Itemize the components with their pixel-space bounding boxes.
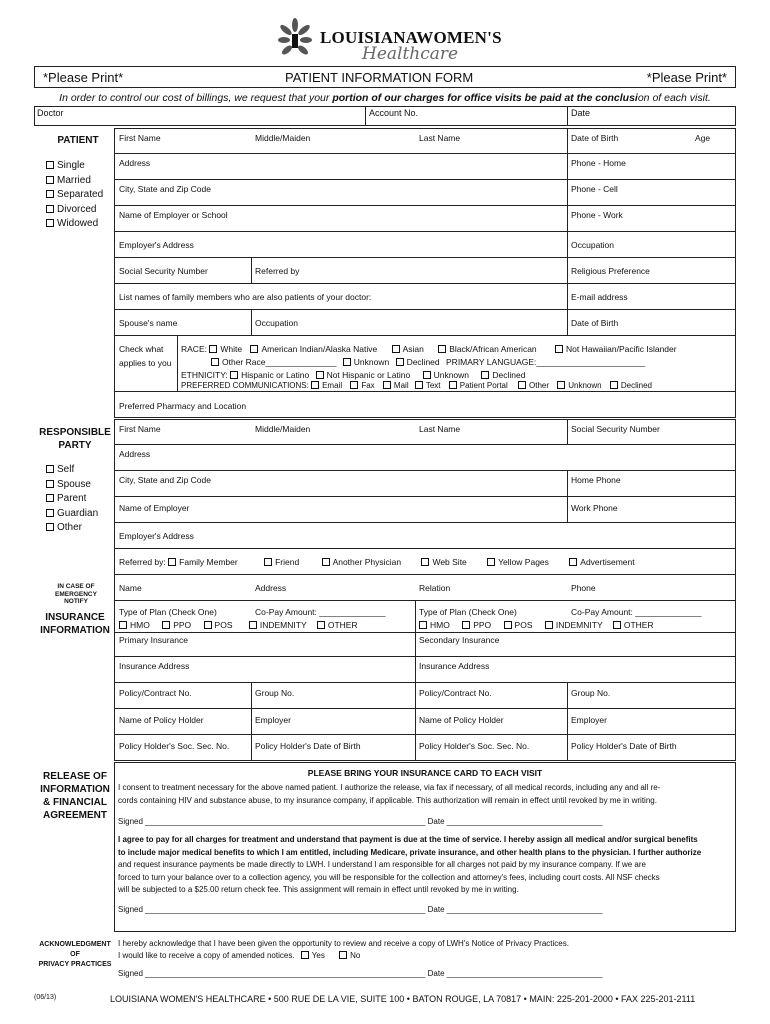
spouse-dob-field[interactable]: Date of Birth: [571, 318, 619, 328]
privacy-heading: ACKNOWLEDGMENT OF PRIVACY PRACTICES: [38, 941, 112, 968]
applies-label: applies to you: [119, 358, 172, 368]
ins1-policy-field[interactable]: Policy/Contract No.: [119, 688, 192, 698]
ins2-holder-field[interactable]: Name of Policy Holder: [419, 715, 504, 725]
ins1-group-field[interactable]: Group No.: [255, 688, 295, 698]
checkbox-icon[interactable]: [481, 371, 489, 379]
race-line-2: Other Race_______________ Unknown Declined PRIMARY LANGUAGE:_______________________: [211, 357, 645, 367]
status-separated[interactable]: Separated: [46, 188, 103, 203]
financial-agreement-text: I agree to pay for all charges for treatment and understand that payment is due at the time of service. I hereby assign all medical and/or surgical benefits to include major medical benefits to which I am entitled, including Medicare, private insurance, and other health plans to the physician. I further authorize and request insurance payments be made directly to LWH. I understand I am responsible for all charges not paid by my insurance company. If we are forced to turn your balance over to a collection agency, you will be responsible for the collection and attorney's fees, including court costs. All NSF checks will be subjected to a $25.00 return check fee. This assignment will remain in effect until revoked by me in writing.: [118, 835, 702, 894]
checkbox-icon[interactable]: [415, 381, 423, 389]
spouse-occupation-field[interactable]: Occupation: [255, 318, 298, 328]
rp-work-phone-field[interactable]: Work Phone: [571, 503, 618, 513]
ins1-employer-field[interactable]: Employer: [255, 715, 291, 725]
please-print-right: *Please Print*: [646, 70, 727, 85]
rp-first-name-field[interactable]: First Name: [119, 424, 161, 434]
checkbox-icon[interactable]: [317, 621, 325, 629]
logo: [278, 18, 508, 64]
phone-work-field[interactable]: Phone - Work: [571, 210, 623, 220]
checkbox-icon[interactable]: [504, 621, 512, 629]
checkbox-icon[interactable]: [487, 558, 495, 566]
secondary-insurance-field[interactable]: Secondary Insurance: [419, 635, 500, 645]
checkbox-icon[interactable]: [383, 381, 391, 389]
checkbox-icon[interactable]: [250, 345, 258, 353]
checkbox-icon[interactable]: [396, 358, 404, 366]
footer-address: LOUISIANA WOMEN'S HEALTHCARE • 500 RUE DE LA VIE, SUITE 100 • BATON ROUGE, LA 70817 • MAIN: 225-201-2000 • FAX 225-201-2111: [110, 994, 696, 1004]
insurance-heading: INSURANCE INFORMATION: [40, 612, 110, 636]
email-field[interactable]: E-mail address: [571, 292, 628, 302]
check-what-label: Check what: [119, 344, 164, 354]
rel-self[interactable]: Self: [46, 463, 98, 478]
checkbox-icon[interactable]: [249, 621, 257, 629]
rp-employer-field[interactable]: Name of Employer: [119, 503, 190, 513]
please-print-left: *Please Print*: [43, 70, 124, 85]
checkbox-icon[interactable]: [343, 358, 351, 366]
emergency-heading: IN CASE OF EMERGENCY NOTIFY: [55, 583, 97, 605]
ins1-address-field[interactable]: Insurance Address: [119, 661, 190, 671]
row-city: [115, 180, 735, 206]
rp-row-city: [115, 471, 735, 497]
privacy-signature-line[interactable]: Signed _______________________________________________________________ Date ___________________________________: [118, 969, 603, 978]
checkbox-icon[interactable]: [518, 381, 526, 389]
notice-part3: on of each visit.: [637, 92, 711, 104]
checkbox-icon[interactable]: [46, 161, 54, 169]
checkbox-icon[interactable]: [46, 219, 54, 227]
privacy-ack-text: I hereby acknowledge that I have been given the opportunity to review and receive a copy of LWH's Notice of Privacy Practices.: [118, 939, 569, 948]
checkbox-icon[interactable]: [230, 371, 238, 379]
em-phone-field[interactable]: Phone: [571, 583, 596, 593]
phone-cell-field[interactable]: Phone - Cell: [571, 184, 618, 194]
first-name-field[interactable]: First Name: [119, 133, 161, 143]
employer-address-field[interactable]: Employer's Address: [119, 240, 194, 250]
rp-address-field[interactable]: Address: [119, 449, 151, 459]
em-relation-field[interactable]: Relation: [419, 583, 451, 593]
row-employer-address: [115, 232, 735, 258]
marital-status-list: [46, 159, 103, 232]
ins-row-holder: [115, 709, 735, 735]
ethnicity-line: ETHNICITY: Hispanic or Latino Not Hispanic or Latino Unknown Declined: [181, 370, 526, 380]
emergency-grid: [114, 575, 736, 601]
rel-other[interactable]: Other: [46, 521, 98, 536]
checkbox-icon[interactable]: [316, 371, 324, 379]
ins2-holder-ssn-field[interactable]: Policy Holder's Soc. Sec. No.: [419, 741, 530, 751]
ins-row-plan: [115, 601, 735, 633]
ins1-copay-field[interactable]: Co-Pay Amount: ______________: [255, 607, 386, 617]
rel-guardian[interactable]: Guardian: [46, 507, 98, 522]
row-family: [115, 284, 735, 310]
ins2-plan-options: HMO PPO POS INDEMNITY OTHER: [419, 620, 654, 630]
checkbox-icon[interactable]: [419, 621, 427, 629]
employer-field[interactable]: Name of Employer or School: [119, 210, 228, 220]
logo-main-text: LOUISIANAWOMEN'S: [320, 28, 502, 47]
primary-insurance-field[interactable]: Primary Insurance: [119, 635, 188, 645]
signature-line-2[interactable]: Signed _______________________________________________________________ Date ___________________________________: [118, 905, 603, 914]
checkbox-icon[interactable]: [322, 558, 330, 566]
release-heading: RELEASE OF INFORMATION & FINANCIAL AGREEMENT: [40, 771, 110, 821]
ins-row-policy: [115, 683, 735, 709]
insurance-grid: [114, 601, 736, 761]
ins2-copay-field[interactable]: Co-Pay Amount: ______________: [571, 607, 702, 617]
ins1-plan-options: HMO PPO POS INDEMNITY OTHER: [119, 620, 358, 630]
checkbox-icon[interactable]: [46, 465, 54, 473]
checkbox-icon[interactable]: [392, 345, 400, 353]
rp-row-employer: [115, 497, 735, 523]
family-members-field[interactable]: List names of family members who are also patients of your doctor:: [119, 292, 372, 302]
patient-grid: [114, 128, 736, 418]
checkbox-icon[interactable]: [423, 371, 431, 379]
checkbox-icon[interactable]: [545, 621, 553, 629]
amended-notices-line: I would like to receive a copy of amended notices. Yes No: [118, 951, 361, 960]
checkbox-icon[interactable]: [46, 480, 54, 488]
form-title-bar: [34, 66, 736, 88]
rp-employer-address-field[interactable]: Employer's Address: [119, 531, 194, 541]
checkbox-icon[interactable]: [46, 176, 54, 184]
status-single[interactable]: Single: [46, 159, 103, 174]
ins2-policy-field[interactable]: Policy/Contract No.: [419, 688, 492, 698]
checkbox-icon[interactable]: [211, 358, 219, 366]
religion-field[interactable]: Religious Preference: [571, 266, 650, 276]
date-label: Date: [571, 108, 591, 118]
revision-date: (06/13): [34, 994, 57, 1001]
rel-spouse[interactable]: Spouse: [46, 478, 98, 493]
account-label: Account No.: [369, 108, 419, 118]
ssn-field[interactable]: Social Security Number: [119, 266, 208, 276]
ins1-plan-type-label: Type of Plan (Check One): [119, 607, 217, 617]
checkbox-icon[interactable]: [209, 345, 217, 353]
em-name-field[interactable]: Name: [119, 583, 142, 593]
row-name: [115, 128, 735, 154]
checkbox-icon[interactable]: [301, 951, 309, 959]
checkbox-icon[interactable]: [438, 345, 446, 353]
row-spouse: [115, 310, 735, 336]
relationship-list: [46, 463, 98, 536]
referred-by-line: Referred by: Family Member Friend Another Physician Web Site Yellow Pages Advertisement: [119, 557, 635, 567]
dob-field[interactable]: Date of Birth: [571, 133, 619, 143]
race-line: RACE: White American Indian/Alaska Native Asian Black/African American Not Hawaiian/Pacific Islander: [181, 344, 677, 354]
checkbox-icon[interactable]: [555, 345, 563, 353]
checkbox-icon[interactable]: [421, 558, 429, 566]
emergency-row: [115, 575, 735, 601]
yes-option[interactable]: Yes: [311, 951, 325, 960]
checkbox-icon[interactable]: [613, 621, 621, 629]
rp-row-address: [115, 445, 735, 471]
form-title: PATIENT INFORMATION FORM: [285, 70, 474, 85]
rp-row-employer-address: [115, 523, 735, 549]
ins2-group-field[interactable]: Group No.: [571, 688, 611, 698]
rp-middle-field[interactable]: Middle/Maiden: [255, 424, 311, 434]
consent-text: I consent to treatment necessary for the above named patient. I authorize the release, via fax if necessary, of all medical records, including any and all re- cords containing HIV and substance abuse, to my insurance company, if applicable. This authorization will remain in effect until revoked by me in writing.: [118, 783, 661, 805]
ins2-address-field[interactable]: Insurance Address: [419, 661, 490, 671]
ins1-holder-ssn-field[interactable]: Policy Holder's Soc. Sec. No.: [119, 741, 230, 751]
ins-row-address: [115, 657, 735, 683]
responsible-grid: [114, 419, 736, 575]
row-address: [115, 154, 735, 180]
logo-sub-text: Healthcare: [362, 44, 459, 64]
patient-heading: PATIENT: [57, 135, 99, 146]
checkbox-icon[interactable]: [46, 190, 54, 198]
checkbox-icon[interactable]: [46, 205, 54, 213]
status-married[interactable]: Married: [46, 174, 103, 189]
notice-part1: In order to control our cost of billings, we request that your: [59, 92, 333, 104]
em-address-field[interactable]: Address: [255, 583, 287, 593]
checkbox-icon[interactable]: [46, 494, 54, 502]
signature-line-1[interactable]: Signed _______________________________________________________________ Date ___________________________________: [118, 817, 603, 826]
checkbox-icon[interactable]: [350, 381, 358, 389]
referred-by-field[interactable]: Referred by: [255, 266, 300, 276]
checkbox-icon[interactable]: [449, 381, 457, 389]
phone-home-field[interactable]: Phone - Home: [571, 158, 626, 168]
checkbox-icon[interactable]: [610, 381, 618, 389]
rp-home-phone-field[interactable]: Home Phone: [571, 475, 621, 485]
payment-notice: [34, 92, 736, 104]
responsible-heading: RESPONSIBLE PARTY: [39, 427, 111, 451]
flower-logo-icon: [278, 18, 312, 62]
ins-row-primary: [115, 633, 735, 657]
checkbox-icon[interactable]: [569, 558, 577, 566]
rel-parent[interactable]: Parent: [46, 492, 98, 507]
rp-city-field[interactable]: City, State and Zip Code: [119, 475, 211, 485]
checkbox-icon[interactable]: [264, 558, 272, 566]
checkbox-icon[interactable]: [168, 558, 176, 566]
middle-name-field[interactable]: Middle/Maiden: [255, 133, 311, 143]
communications-line: PREFERRED COMMUNICATIONS: Email Fax Mail Text Patient Portal Other Unknown Declined: [181, 381, 652, 390]
age-field[interactable]: Age: [695, 133, 711, 143]
checkbox-icon[interactable]: [119, 621, 127, 629]
checkbox-icon[interactable]: [204, 621, 212, 629]
checkbox-icon[interactable]: [339, 951, 347, 959]
spouse-name-field[interactable]: Spouse's name: [119, 318, 178, 328]
ins2-holder-dob-field[interactable]: Policy Holder's Date of Birth: [571, 741, 677, 751]
rp-last-name-field[interactable]: Last Name: [419, 424, 461, 434]
occupation-field[interactable]: Occupation: [571, 240, 614, 250]
checkbox-icon[interactable]: [557, 381, 565, 389]
status-divorced[interactable]: Divorced: [46, 203, 103, 218]
bring-card-heading: PLEASE BRING YOUR INSURANCE CARD TO EACH VISIT: [307, 768, 543, 778]
checkbox-icon[interactable]: [46, 523, 54, 531]
doctor-label: Doctor: [37, 108, 64, 118]
status-widowed[interactable]: Widowed: [46, 217, 103, 232]
ins1-holder-field[interactable]: Name of Policy Holder: [119, 715, 204, 725]
checkbox-icon[interactable]: [311, 381, 319, 389]
row-ssn: [115, 258, 735, 284]
ins1-holder-dob-field[interactable]: Policy Holder's Date of Birth: [255, 741, 361, 751]
notice-part2: portion of our charges for office visits be paid at the conclusi: [332, 92, 638, 104]
last-name-field[interactable]: Last Name: [419, 133, 461, 143]
checkbox-icon[interactable]: [462, 621, 470, 629]
ins-row-holder-ssn: [115, 735, 735, 761]
rp-row-name: [115, 419, 735, 445]
pharmacy-field[interactable]: Preferred Pharmacy and Location: [119, 401, 247, 411]
row-demographics: [115, 336, 735, 392]
city-field[interactable]: City, State and Zip Code: [119, 184, 211, 194]
rp-row-referred: [115, 549, 735, 575]
checkbox-icon[interactable]: [46, 509, 54, 517]
ins2-plan-type-label: Type of Plan (Check One): [419, 607, 517, 617]
doctor-row: [34, 106, 736, 126]
ins2-employer-field[interactable]: Employer: [571, 715, 607, 725]
no-option[interactable]: No: [350, 951, 361, 960]
address-field[interactable]: Address: [119, 158, 151, 168]
row-pharmacy: [115, 392, 735, 418]
checkbox-icon[interactable]: [162, 621, 170, 629]
row-employer: [115, 206, 735, 232]
rp-ssn-field[interactable]: Social Security Number: [571, 424, 660, 434]
